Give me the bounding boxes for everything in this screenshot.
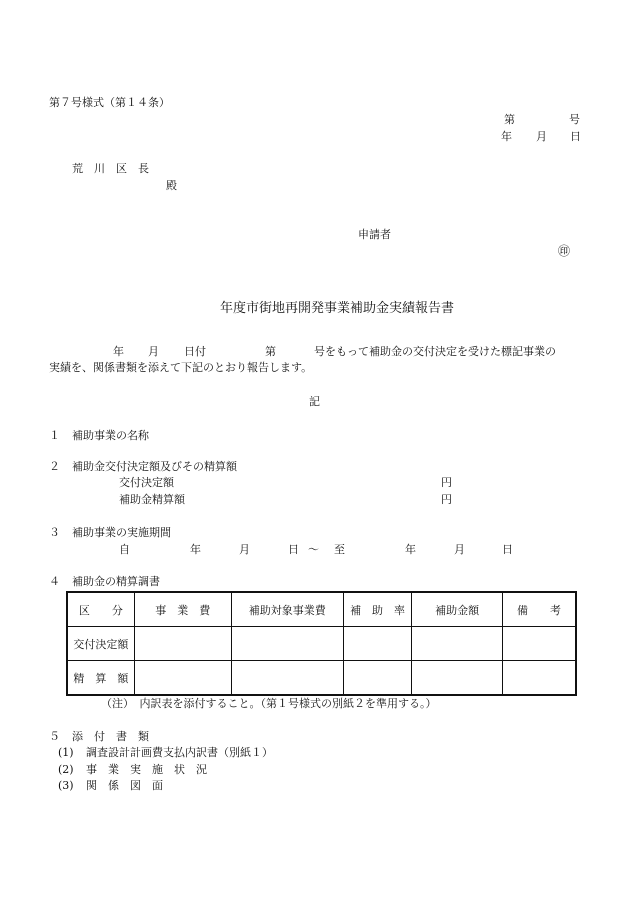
- table-cell: [412, 661, 503, 696]
- addressee-honorific: 殿: [166, 179, 177, 192]
- intro-line1: 号をもって補助金の交付決定を受けた標記事業の: [314, 345, 556, 358]
- table-row: [67, 627, 576, 661]
- section2-item-unit: 円: [441, 476, 452, 489]
- page-title: 年度市街地再開発事業補助金実績報告書: [220, 301, 455, 316]
- table-note: （注） 内訳表を添付すること。（第１号様式の別紙２を準用する。）: [101, 697, 437, 710]
- attachment-text: 事 業 実 施 状 況: [86, 763, 207, 776]
- doc-number-go: 号: [569, 113, 580, 126]
- section2-title: 補助金交付決定額及びその精算額: [72, 460, 237, 473]
- date-month: 月: [536, 130, 547, 143]
- period-tilde: 〜: [308, 543, 319, 556]
- form-number: 第７号様式（第１４条）: [49, 96, 170, 109]
- section2-item-label: 補助金精算額: [119, 493, 185, 506]
- attachment-text: 関 係 図 面: [86, 779, 163, 792]
- addressee-name: 荒 川 区 長: [72, 162, 149, 175]
- date-year: 年: [501, 130, 512, 143]
- header-taisho-jigyohi: 補助対象事業費: [231, 592, 343, 627]
- header-hojoritsu: 補 助 率: [343, 592, 411, 627]
- period-year1: 年: [190, 543, 201, 556]
- table-cell: [343, 627, 411, 661]
- intro-dai: 第: [265, 345, 276, 358]
- table-cell: [412, 627, 503, 661]
- settlement-table: [66, 591, 577, 696]
- section5-title: 添 付 書 類: [72, 730, 149, 743]
- intro-year: 年: [113, 345, 124, 358]
- intro-line2: 実績を、関係書類を添えて下記のとおり報告します。: [49, 361, 313, 374]
- period-month2: 月: [454, 543, 465, 556]
- table-cell: [343, 661, 411, 696]
- applicant-label: 申請者: [358, 228, 391, 241]
- period-year2: 年: [405, 543, 416, 556]
- attachment-number: (3): [58, 779, 74, 792]
- doc-number-dai: 第: [504, 113, 515, 126]
- header-biko: 備 考: [503, 592, 576, 627]
- date-day: 日: [570, 130, 581, 143]
- table-cell: [231, 661, 343, 696]
- table-cell: [503, 627, 576, 661]
- row-label: 精 算 額: [67, 661, 134, 696]
- section3-title: 補助事業の実施期間: [72, 526, 171, 539]
- section3-number: ３: [49, 526, 60, 539]
- row-label: 交付決定額: [67, 627, 134, 661]
- section1-title: 補助事業の名称: [72, 429, 149, 442]
- table-cell: [503, 661, 576, 696]
- table-cell: [134, 661, 231, 696]
- section5-number: ５: [49, 730, 60, 743]
- period-month1: 月: [239, 543, 250, 556]
- table-row: [67, 661, 576, 696]
- section2-number: ２: [49, 460, 60, 473]
- attachment-number: (2): [58, 763, 74, 776]
- section2-item-unit: 円: [441, 493, 452, 506]
- table-header-row: [67, 592, 576, 627]
- period-day2: 日: [502, 543, 513, 556]
- attachment-number: (1): [58, 746, 74, 759]
- section1-number: １: [49, 429, 60, 442]
- section2-item-label: 交付決定額: [119, 476, 174, 489]
- header-jigyohi: 事 業 費: [134, 592, 231, 627]
- table-cell: [134, 627, 231, 661]
- period-day1: 日: [288, 543, 299, 556]
- seal-mark: ㊞: [558, 244, 571, 258]
- ki-heading: 記: [309, 395, 320, 408]
- section4-number: ４: [49, 575, 60, 588]
- period-from: 自: [119, 543, 130, 556]
- intro-hizuke: 日付: [184, 345, 206, 358]
- header-hojokingaku: 補助金額: [412, 592, 503, 627]
- header-kubun: 区 分: [67, 592, 134, 627]
- period-to: 至: [334, 543, 345, 556]
- section4-title: 補助金の精算調書: [72, 575, 160, 588]
- table-cell: [231, 627, 343, 661]
- intro-month: 月: [148, 345, 159, 358]
- attachment-text: 調査設計計画費支払内訳書（別紙１）: [86, 746, 273, 759]
